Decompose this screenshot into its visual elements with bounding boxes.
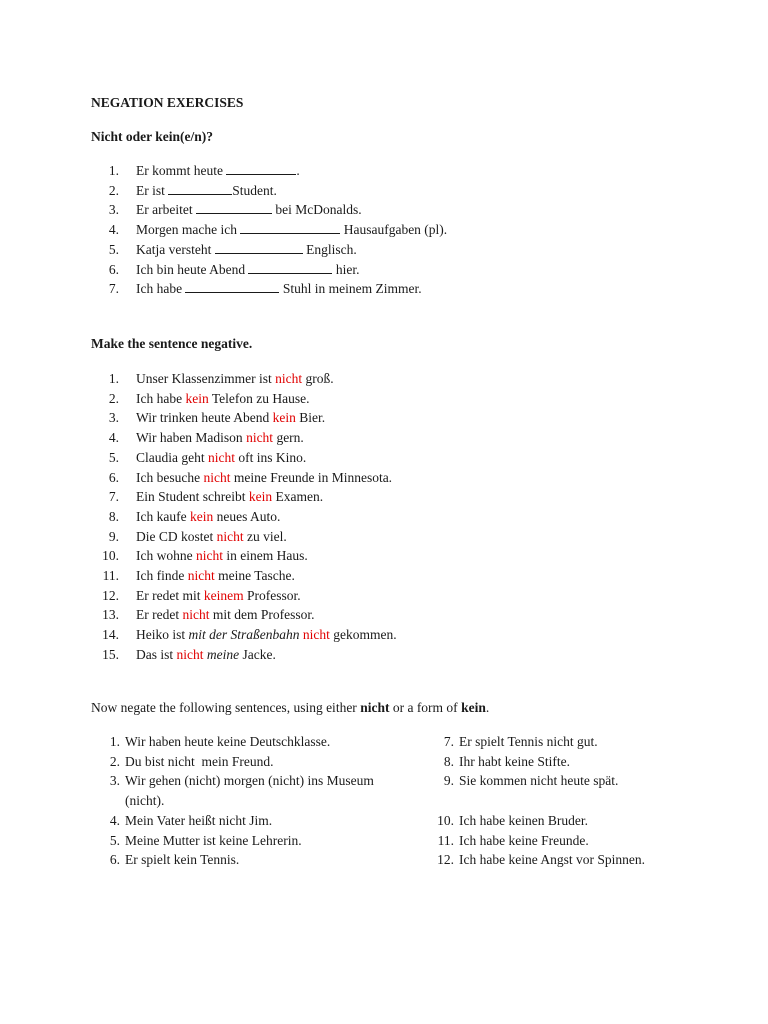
section3-intro: Now negate the following sentences, using either nicht or a form of kein. bbox=[91, 700, 490, 715]
answer-blank[interactable] bbox=[168, 181, 232, 195]
list-item: 7 . Ich habe Stuhl in meinem Zimmer. bbox=[91, 279, 447, 299]
section3-left-list bbox=[91, 732, 411, 870]
list-item: 9 . Sie kommen nicht heute spät. bbox=[425, 771, 675, 791]
list-item: 12 . Ich habe keine Angst vor Spinnen. bbox=[425, 850, 649, 870]
list-item: 4 . Morgen mache ich Hausaufgaben (pl). bbox=[91, 220, 447, 240]
list-item: 10 . Ich wohne nicht in einem Haus. bbox=[91, 546, 397, 566]
list-item: 15 . Das ist nicht meine Jacke. bbox=[91, 645, 397, 665]
list-item: 5 . Katja versteht Englisch. bbox=[91, 240, 447, 260]
answer-blank[interactable] bbox=[215, 240, 303, 254]
list-item: 8 . Ihr habt keine Stifte. bbox=[425, 752, 675, 772]
list-item: 11 . Ich habe keine Freunde. bbox=[425, 831, 675, 851]
section1-heading: Nicht oder kein(e/n)? bbox=[91, 129, 213, 144]
list-item: 7 . Er spielt Tennis nicht gut. bbox=[425, 732, 675, 752]
list-item: 2 . Er ist Student. bbox=[91, 181, 447, 201]
list-item: 5 . Meine Mutter ist keine Lehrerin. bbox=[91, 831, 411, 851]
section3-right-list bbox=[425, 732, 675, 870]
list-item: 1 . Unser Klassenzimmer ist nicht groß. bbox=[91, 369, 397, 389]
section1-list bbox=[91, 161, 447, 299]
list-item: 11 . Ich finde nicht meine Tasche. bbox=[91, 566, 397, 586]
list-item: 10 . Ich habe keinen Bruder. bbox=[425, 811, 675, 831]
list-item: 13 . Er redet nicht mit dem Professor. bbox=[91, 605, 397, 625]
page-title: NEGATION EXERCISES bbox=[91, 95, 244, 110]
list-item: 14 . Heiko ist mit der Straßenbahn nicht gekommen. bbox=[91, 625, 397, 645]
list-item: 1 . Er kommt heute . bbox=[91, 161, 447, 181]
list-item: 3 . Wir gehen (nicht) morgen (nicht) ins Museum (nicht). bbox=[91, 771, 385, 810]
list-item: 4 . Wir haben Madison nicht gern. bbox=[91, 428, 397, 448]
list-item: 9 . Die CD kostet nicht zu viel. bbox=[91, 527, 397, 547]
list-item: 8 . Ich kaufe kein neues Auto. bbox=[91, 507, 397, 527]
list-item: 12 . Er redet mit keinem Professor. bbox=[91, 586, 397, 606]
list-item: 6 . Er spielt kein Tennis. bbox=[91, 850, 411, 870]
answer-blank[interactable] bbox=[185, 279, 279, 293]
list-item: 7 . Ein Student schreibt kein Examen. bbox=[91, 487, 397, 507]
list-item: 6 . Ich bin heute Abend hier. bbox=[91, 260, 447, 280]
list-item: 5 . Claudia geht nicht oft ins Kino. bbox=[91, 448, 397, 468]
answer-blank[interactable] bbox=[240, 220, 340, 234]
list-item: 1 . Wir haben heute keine Deutschklasse. bbox=[91, 732, 411, 752]
list-item: 3 . Er arbeitet bei McDonalds. bbox=[91, 200, 447, 220]
answer-blank[interactable] bbox=[196, 200, 272, 214]
answer-blank[interactable] bbox=[226, 161, 296, 175]
list-item: 3 . Wir trinken heute Abend kein Bier. bbox=[91, 408, 397, 428]
list-spacer bbox=[425, 791, 675, 811]
list-item: 2 . Du bist nicht mein Freund. bbox=[91, 752, 411, 772]
list-item: 6 . Ich besuche nicht meine Freunde in Minnesota. bbox=[91, 468, 397, 488]
section2-list bbox=[91, 369, 397, 665]
section2-heading: Make the sentence negative. bbox=[91, 336, 253, 351]
answer-blank[interactable] bbox=[248, 260, 332, 274]
list-item: 4 . Mein Vater heißt nicht Jim. bbox=[91, 811, 411, 831]
list-item: 2 . Ich habe kein Telefon zu Hause. bbox=[91, 389, 397, 409]
